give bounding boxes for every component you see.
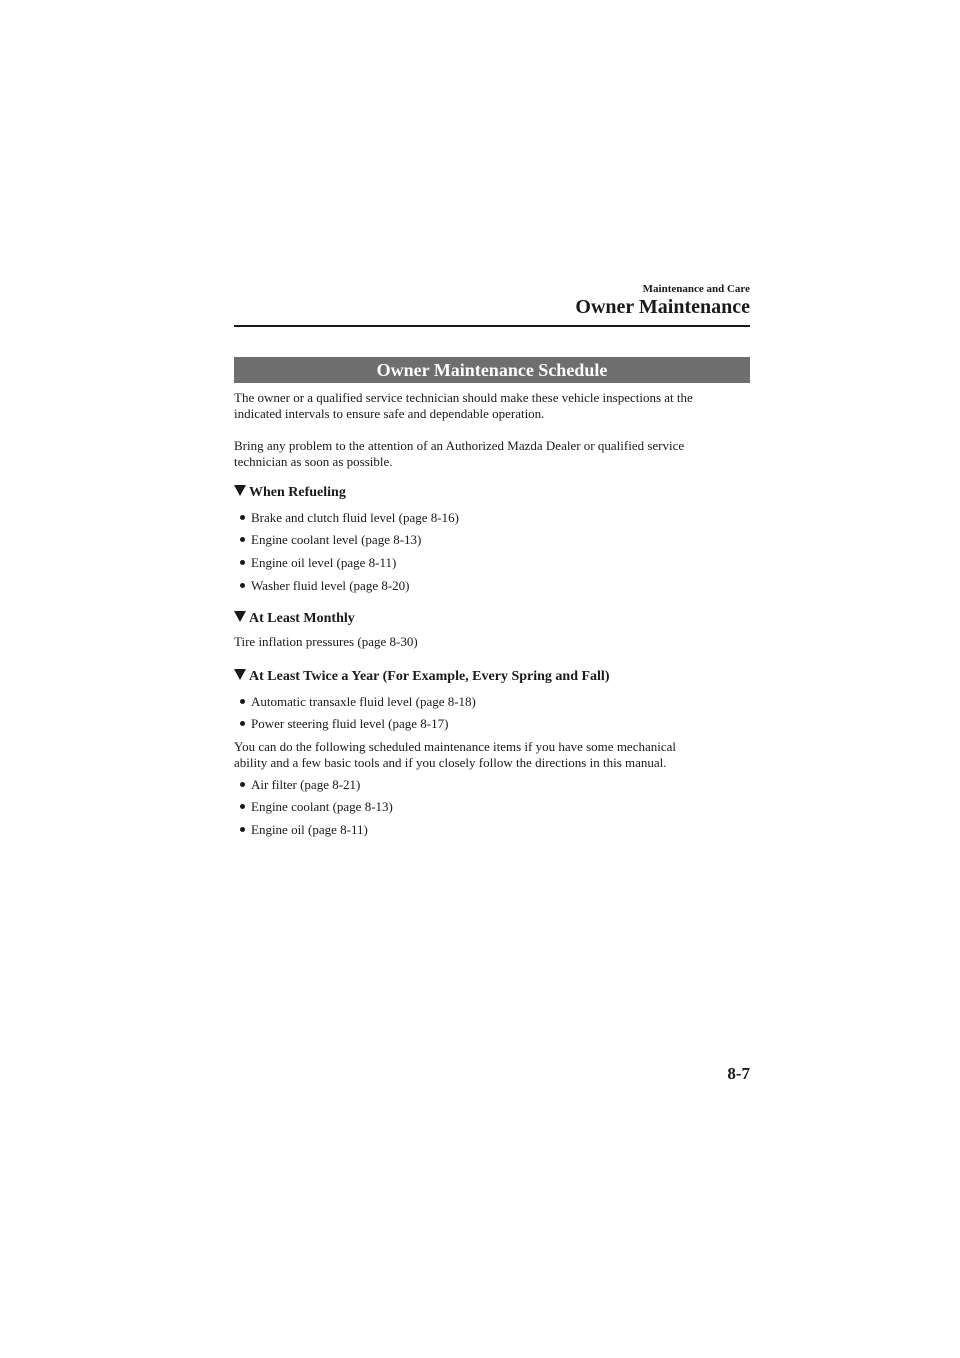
bullet-icon <box>240 804 245 809</box>
heading-text: When Refueling <box>249 485 346 500</box>
heading-at-least-monthly <box>234 611 355 627</box>
bullet-icon <box>240 782 245 787</box>
list-item-text: Engine coolant (page 8-13) <box>251 799 393 814</box>
list-item-text: Brake and clutch fluid level (page 8-16) <box>251 510 459 525</box>
list-item <box>240 822 368 838</box>
intro-paragraph-2 <box>234 438 750 470</box>
intro-p1-line1: The owner or a qualified service technician should make these vehicle inspections at the <box>234 390 693 405</box>
list-item <box>240 777 360 793</box>
list-item-text: Engine coolant level (page 8-13) <box>251 532 422 547</box>
list-item <box>240 694 476 710</box>
list-item-text: Engine oil (page 8-11) <box>251 822 368 837</box>
bullet-icon <box>240 721 245 726</box>
list-item <box>240 799 393 815</box>
intro-p2-line2: technician as soon as possible. <box>234 454 393 469</box>
triangle-down-icon <box>234 611 246 622</box>
intro-paragraph-1 <box>234 390 750 422</box>
bullet-icon <box>240 583 245 588</box>
diy-note-paragraph <box>234 739 750 771</box>
list-item <box>240 532 421 548</box>
bullet-icon <box>240 537 245 542</box>
diy-note-line1: You can do the following scheduled maintenance items if you have some mechanical <box>234 739 676 754</box>
triangle-down-icon <box>234 669 246 680</box>
bullet-icon <box>240 560 245 565</box>
list-item-text: Washer fluid level (page 8-20) <box>251 578 410 593</box>
section-title: Owner Maintenance <box>575 296 750 318</box>
heading-text: At Least Twice a Year (For Example, Every Spring and Fall) <box>249 669 610 684</box>
page-number: 8-7 <box>727 1064 750 1083</box>
bullet-icon <box>240 699 245 704</box>
intro-p1-line2: indicated intervals to ensure safe and dependable operation. <box>234 406 545 421</box>
list-item <box>240 716 448 732</box>
list-item-text: Power steering fluid level (page 8-17) <box>251 716 449 731</box>
heading-text: At Least Monthly <box>249 611 355 626</box>
list-item <box>240 578 410 594</box>
bullet-icon <box>240 515 245 520</box>
schedule-banner: Owner Maintenance Schedule <box>234 357 750 383</box>
heading-twice-a-year <box>234 669 609 685</box>
triangle-down-icon <box>234 485 246 496</box>
list-item-text: Automatic transaxle fluid level (page 8-18) <box>251 694 476 709</box>
chapter-title: Maintenance and Care <box>642 283 750 295</box>
header-rule <box>234 325 750 327</box>
heading-when-refueling <box>234 485 346 501</box>
list-item-text: Engine oil level (page 8-11) <box>251 555 397 570</box>
list-item-text: Air filter (page 8-21) <box>251 777 361 792</box>
bullet-icon <box>240 827 245 832</box>
intro-p2-line1: Bring any problem to the attention of an Authorized Mazda Dealer or qualified service <box>234 438 685 453</box>
list-item <box>240 555 396 571</box>
diy-note-line2: ability and a few basic tools and if you closely follow the directions in this manual. <box>234 755 667 770</box>
monthly-text: Tire inflation pressures (page 8-30) <box>234 634 418 649</box>
list-item <box>240 510 459 526</box>
